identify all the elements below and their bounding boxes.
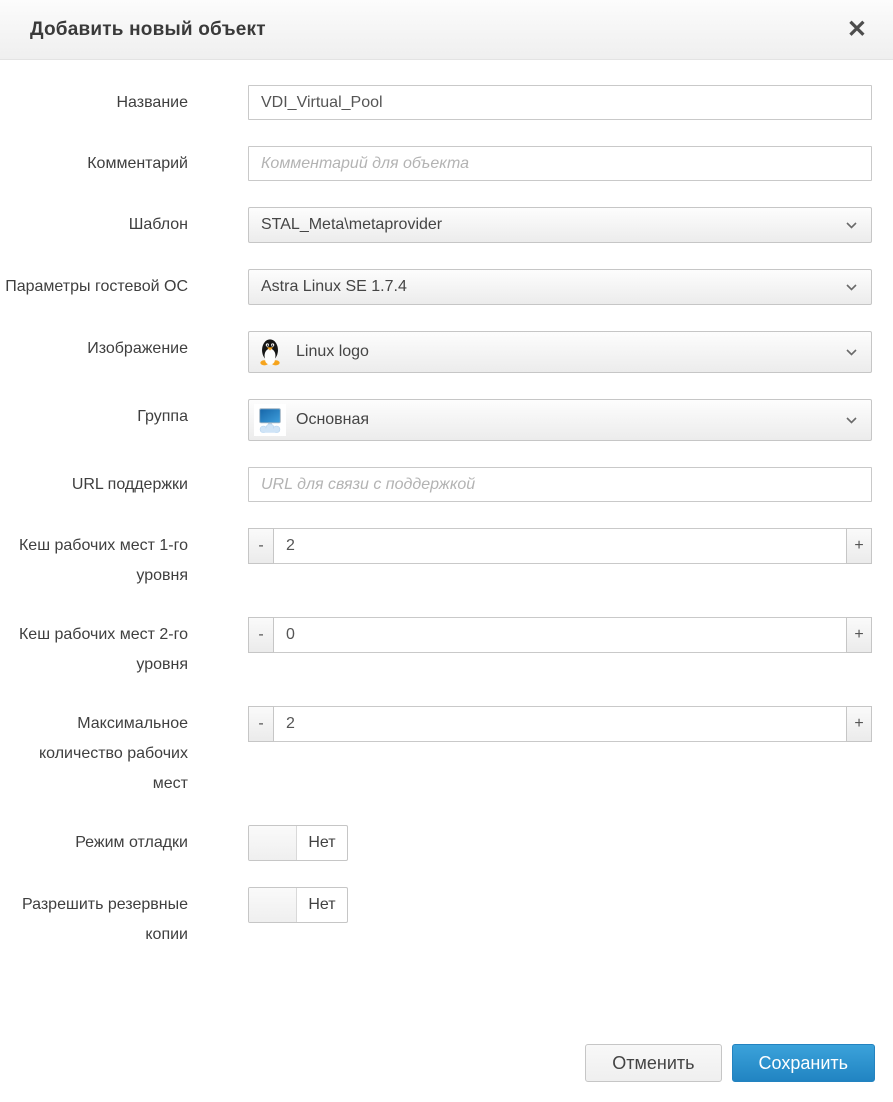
chevron-down-icon <box>846 284 857 291</box>
increment-button[interactable]: + <box>846 528 872 564</box>
cache-l2-input[interactable] <box>274 617 846 653</box>
field-row-group <box>0 399 872 441</box>
cache-l1-stepper <box>248 528 872 564</box>
group-select-value: Основная <box>296 411 370 428</box>
group-label: Группа <box>137 408 188 425</box>
field-row-image <box>0 331 872 373</box>
debug-mode-label: Режим отладки <box>75 834 188 851</box>
linux-tux-icon <box>254 336 286 368</box>
close-icon[interactable]: ✕ <box>846 15 867 43</box>
decrement-button[interactable]: - <box>248 617 274 653</box>
support-url-label: URL поддержки <box>71 476 188 493</box>
chevron-down-icon <box>846 349 857 356</box>
max-seats-stepper <box>248 706 872 742</box>
decrement-button[interactable]: - <box>248 706 274 742</box>
field-row-comment <box>0 146 872 181</box>
field-row-template <box>0 207 872 243</box>
modal-header <box>0 0 893 60</box>
comment-label: Комментарий <box>87 155 188 172</box>
allow-backups-label: Разрешить резервные копии <box>21 896 188 943</box>
chevron-down-icon <box>846 222 857 229</box>
field-row-cache-l2 <box>0 617 872 680</box>
toggle-state-label: Нет <box>308 896 336 913</box>
toggle-knob <box>249 826 297 860</box>
increment-button[interactable]: + <box>846 617 872 653</box>
toggle-state-label: Нет <box>308 834 336 851</box>
modal-title: Добавить новый объект <box>30 18 266 40</box>
chevron-down-icon <box>846 417 857 424</box>
image-select[interactable] <box>248 331 872 373</box>
template-select-value: STAL_Meta\metaprovider <box>261 216 443 233</box>
comment-input[interactable] <box>248 146 872 181</box>
image-select-value: Linux logo <box>296 343 369 360</box>
cache-l2-stepper <box>248 617 872 653</box>
name-input[interactable] <box>248 85 872 120</box>
decrement-button[interactable]: - <box>248 528 274 564</box>
template-label: Шаблон <box>128 216 188 233</box>
field-row-max-seats <box>0 706 872 799</box>
guest-os-select-value: Astra Linux SE 1.7.4 <box>261 278 407 295</box>
modal-form <box>0 60 893 1044</box>
allow-backups-toggle[interactable] <box>248 887 348 923</box>
debug-mode-toggle[interactable] <box>248 825 348 861</box>
cancel-button[interactable]: Отменить <box>585 1044 721 1082</box>
image-label: Изображение <box>87 340 188 357</box>
increment-button[interactable]: + <box>846 706 872 742</box>
group-select[interactable] <box>248 399 872 441</box>
name-label: Название <box>116 94 188 111</box>
field-row-guest-os <box>0 269 872 305</box>
field-row-cache-l1 <box>0 528 872 591</box>
toggle-knob <box>249 888 297 922</box>
field-row-debug-mode <box>0 825 872 861</box>
max-seats-input[interactable] <box>274 706 846 742</box>
cache-l1-label: Кеш рабочих мест 1-го уровня <box>18 537 188 584</box>
modal-footer <box>0 1044 893 1102</box>
field-row-support-url <box>0 467 872 502</box>
guest-os-select[interactable] <box>248 269 872 305</box>
guest-os-label: Параметры гостевой ОС <box>5 278 188 295</box>
template-select[interactable] <box>248 207 872 243</box>
field-row-name <box>0 85 872 120</box>
max-seats-label: Максимальное количество рабочих мест <box>38 715 188 792</box>
support-url-input[interactable] <box>248 467 872 502</box>
field-row-allow-backups <box>0 887 872 950</box>
monitor-cloud-icon <box>254 404 286 436</box>
cache-l1-input[interactable] <box>274 528 846 564</box>
cache-l2-label: Кеш рабочих мест 2-го уровня <box>18 626 188 673</box>
save-button[interactable]: Сохранить <box>732 1044 875 1082</box>
